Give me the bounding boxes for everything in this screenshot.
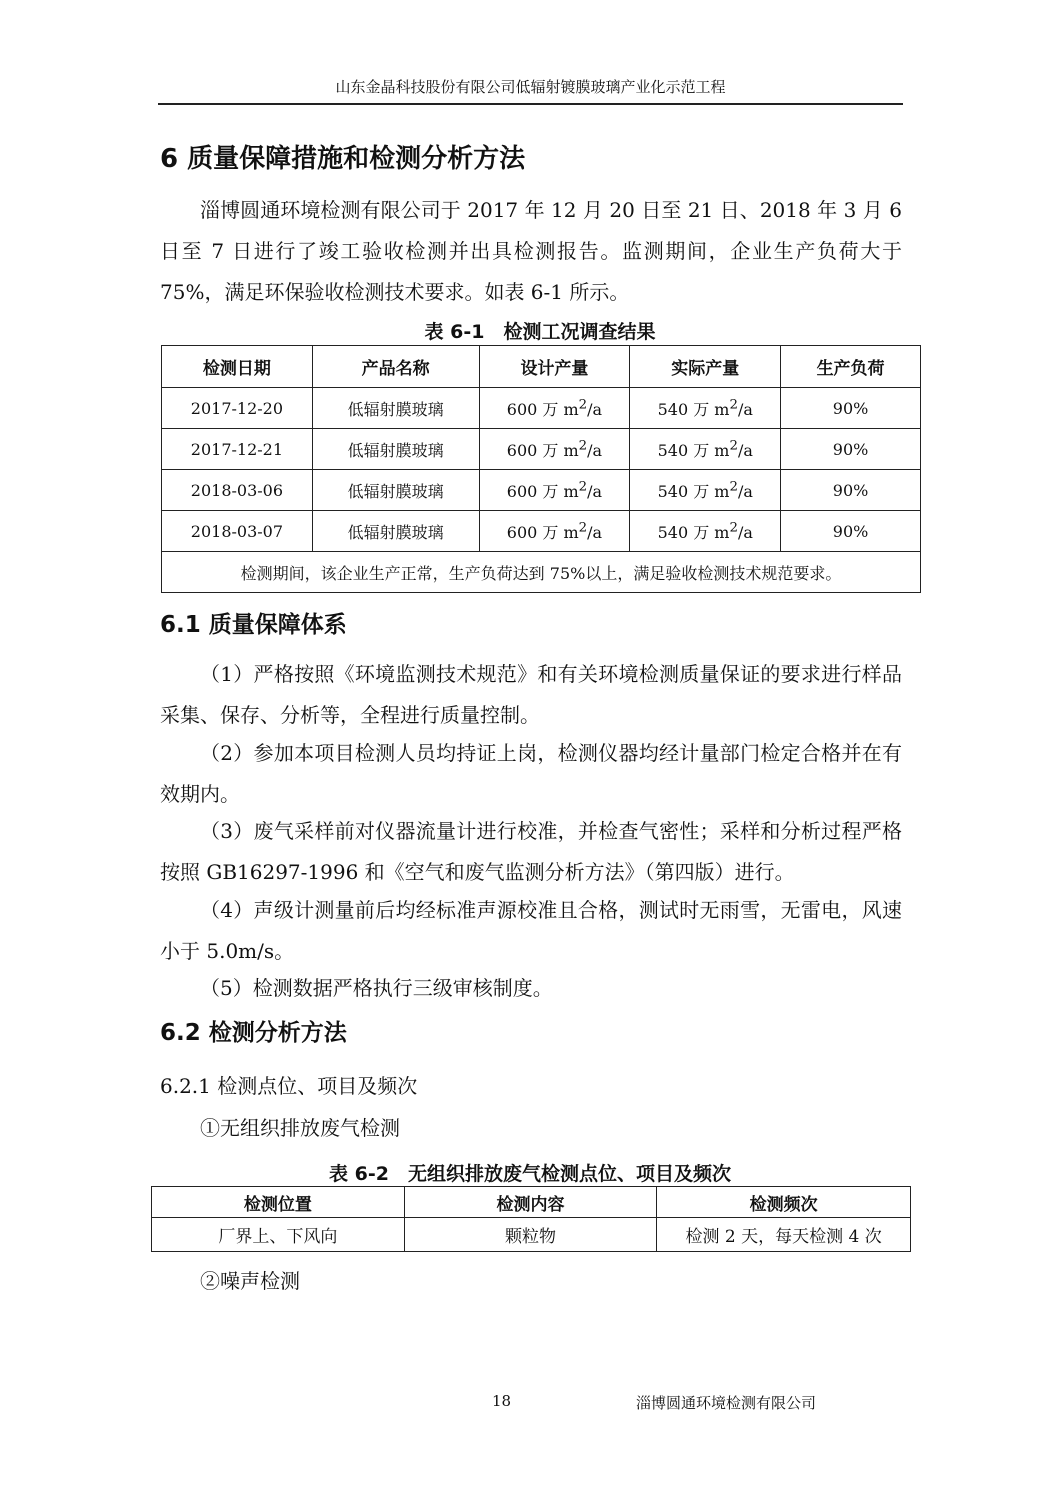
table-header-row <box>152 1187 911 1218</box>
value-text: 540 万 m <box>657 481 730 501</box>
table-note-cell: 检测期间，该企业生产正常，生产负荷达到 75%以上，满足验收检测技术规范要求。 <box>162 552 921 593</box>
unit-text: /a <box>737 399 753 419</box>
load-cell: 90% <box>781 388 921 429</box>
quality-item-5: （5）检测数据严格执行三级审核制度。 <box>200 976 553 1000</box>
intro-paragraph: 淄博圆通环境检测有限公司于 2017 年 12 月 20 日至 21 日、2018 年 3 月 6 日至 7 日进行了竣工验收检测并出具检测报告。监测期间，企业生产负荷大于 75%，满足环保验收检测技术要求。如表 6-1 所示。 <box>160 198 902 304</box>
table-row <box>152 1218 911 1252</box>
header-cell: 实际产量 <box>630 346 781 388</box>
unit-superscript: 2 <box>578 438 588 454</box>
table-6-2-caption: 表 6-2 无组织排放废气检测点位、项目及频次 <box>329 1163 731 1185</box>
design-output-cell <box>479 388 630 429</box>
value-text: 600 万 m <box>506 399 579 419</box>
table-row <box>162 511 921 552</box>
value-text: 540 万 m <box>657 440 730 460</box>
load-cell: 90% <box>781 470 921 511</box>
value-text: 600 万 m <box>506 440 579 460</box>
load-cell: 90% <box>781 429 921 470</box>
frequency-cell: 检测 2 天，每天检测 4 次 <box>657 1218 911 1252</box>
header-cell: 设计产量 <box>479 346 630 388</box>
header-cell: 检测内容 <box>404 1187 657 1218</box>
unit-superscript: 2 <box>729 397 738 413</box>
content-cell: 颗粒物 <box>404 1218 657 1252</box>
product-cell: 低辐射膜玻璃 <box>312 388 479 429</box>
section-6-2-heading: 6.2 检测分析方法 <box>160 1020 347 1046</box>
running-header: 山东金晶科技股份有限公司低辐射镀膜玻璃产业化示范工程 <box>158 76 903 105</box>
product-cell: 低辐射膜玻璃 <box>312 511 479 552</box>
header-cell: 产品名称 <box>312 346 479 388</box>
table-row <box>162 429 921 470</box>
quality-item-1: （1）严格按照《环境监测技术规范》和有关环境检测质量保证的要求进行样品采集、保存、分析等，全程进行质量控制。 <box>160 662 902 727</box>
design-output-cell <box>479 429 630 470</box>
header-cell: 检测日期 <box>162 346 313 388</box>
unit-text: /a <box>587 481 603 501</box>
actual-output-cell <box>630 388 781 429</box>
date-cell: 2017-12-20 <box>162 388 313 429</box>
header-cell: 检测位置 <box>152 1187 405 1218</box>
unit-superscript: 2 <box>729 520 738 536</box>
actual-output-cell <box>630 429 781 470</box>
section-6-heading: 6 质量保障措施和检测分析方法 <box>160 144 526 174</box>
unit-text: /a <box>587 399 603 419</box>
value-text: 600 万 m <box>506 481 579 501</box>
value-text: 540 万 m <box>657 522 730 542</box>
header-cell: 生产负荷 <box>781 346 921 388</box>
footer-company: 淄博圆通环境检测有限公司 <box>636 1394 817 1412</box>
table-6-2 <box>151 1186 911 1252</box>
load-cell: 90% <box>781 511 921 552</box>
product-cell: 低辐射膜玻璃 <box>312 429 479 470</box>
actual-output-cell <box>630 511 781 552</box>
product-cell: 低辐射膜玻璃 <box>312 470 479 511</box>
unit-superscript: 2 <box>578 479 588 495</box>
date-cell: 2017-12-21 <box>162 429 313 470</box>
date-cell: 2018-03-07 <box>162 511 313 552</box>
quality-item-4: （4）声级计测量前后均经标准声源校准且合格，测试时无雨雪，无雷电，风速小于 5.0m/s。 <box>160 898 902 963</box>
value-text: 600 万 m <box>506 522 579 542</box>
table-header-row <box>162 346 921 388</box>
table-row <box>162 470 921 511</box>
unit-superscript: 2 <box>578 397 588 413</box>
unit-superscript: 2 <box>578 520 588 536</box>
value-text: 540 万 m <box>657 399 730 419</box>
unit-text: /a <box>587 522 603 542</box>
quality-item-3: （3）废气采样前对仪器流量计进行校准，并检查气密性；采样和分析过程严格按照 GB16297-1996 和《空气和废气监测分析方法》（第四版）进行。 <box>160 819 902 884</box>
unit-superscript: 2 <box>729 479 738 495</box>
quality-item-2: （2）参加本项目检测人员均持证上岗，检测仪器均经计量部门检定合格并在有效期内。 <box>160 741 902 806</box>
table-6-1-caption: 表 6-1 检测工况调查结果 <box>424 321 656 343</box>
unit-text: /a <box>587 440 603 460</box>
item-noise: ②噪声检测 <box>200 1269 300 1293</box>
table-row <box>162 388 921 429</box>
table-6-1 <box>161 345 921 593</box>
actual-output-cell <box>630 470 781 511</box>
header-cell: 检测频次 <box>657 1187 911 1218</box>
unit-text: /a <box>737 522 753 542</box>
section-6-1-heading: 6.1 质量保障体系 <box>160 612 347 638</box>
design-output-cell <box>479 470 630 511</box>
unit-superscript: 2 <box>729 438 738 454</box>
item-unorganized-emission: ①无组织排放废气检测 <box>200 1116 400 1140</box>
unit-text: /a <box>737 481 753 501</box>
page-number: 18 <box>492 1392 512 1410</box>
date-cell: 2018-03-06 <box>162 470 313 511</box>
location-cell: 厂界上、下风向 <box>152 1218 405 1252</box>
subsection-6-2-1: 6.2.1 检测点位、项目及频次 <box>160 1074 418 1098</box>
table-note-row <box>162 552 921 593</box>
design-output-cell <box>479 511 630 552</box>
unit-text: /a <box>737 440 753 460</box>
